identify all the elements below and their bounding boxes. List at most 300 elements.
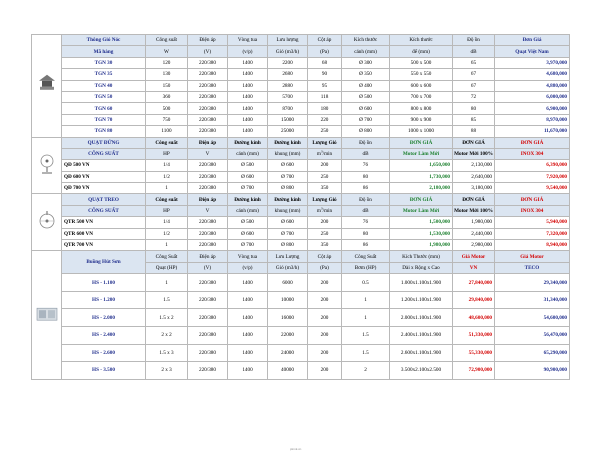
- column-header: Lưu Lượng: [268, 251, 308, 262]
- header-row: [32, 251, 570, 262]
- table-cell: 2.000x1.100x1.900: [390, 309, 453, 327]
- table-cell: 65: [453, 57, 495, 68]
- section-title: Buồng Hút Sơn: [62, 251, 146, 274]
- column-header: Lượng Gió: [308, 194, 342, 205]
- column-subheader: cánh (mm): [228, 205, 268, 216]
- table-cell: 85: [453, 114, 495, 125]
- table-cell: 72,900,000: [453, 362, 495, 380]
- table-cell: 220/380: [188, 183, 228, 194]
- table-row: [32, 57, 570, 68]
- table-cell: 200: [308, 160, 342, 171]
- table-cell: 1400: [228, 309, 268, 327]
- table-cell: 250: [308, 171, 342, 182]
- table-cell: 1: [146, 240, 188, 251]
- table-cell: 220/380: [188, 103, 228, 114]
- table-cell: 1000 x 1000: [390, 126, 453, 137]
- table-cell: 1,500,000: [390, 217, 453, 228]
- column-subheader: (Pa): [308, 262, 342, 273]
- table-cell: 2 x 2: [146, 326, 188, 344]
- table-cell: 1/4: [146, 160, 188, 171]
- table-cell: 8,940,000: [495, 240, 570, 251]
- roof-fan-icon: [32, 38, 61, 134]
- table-cell: 7,320,000: [495, 228, 570, 239]
- table-cell: 220: [308, 114, 342, 125]
- table-cell: 180: [308, 103, 342, 114]
- column-subheader: [308, 205, 342, 216]
- table-row: [32, 171, 570, 182]
- table-cell: 88: [453, 126, 495, 137]
- table-cell: 2680: [268, 69, 308, 80]
- subheader-row: [32, 205, 570, 216]
- table-cell: 51,330,000: [453, 326, 495, 344]
- column-header: Độ ồn: [342, 137, 390, 148]
- table-cell: 500: [146, 103, 188, 114]
- column-subheader: dB: [342, 148, 390, 159]
- table-cell: 65,290,000: [495, 344, 570, 362]
- table-cell: 80: [342, 228, 390, 239]
- table-cell: 250: [308, 228, 342, 239]
- table-cell: 220/380: [188, 274, 228, 292]
- table-cell: 1,650,000: [390, 160, 453, 171]
- table-cell: 2,130,000: [453, 160, 495, 171]
- table-cell: 3,180,000: [453, 183, 495, 194]
- column-subheader: V: [188, 205, 228, 216]
- column-header: Lượng Gió: [308, 137, 342, 148]
- column-subheader: INOX 304: [495, 148, 570, 159]
- table-cell: 80: [342, 171, 390, 182]
- table-cell: 6000: [268, 274, 308, 292]
- column-subheader: HP: [146, 148, 188, 159]
- table-cell: 200: [308, 217, 342, 228]
- table-cell: 220/380: [188, 326, 228, 344]
- table-cell: 1400: [228, 114, 268, 125]
- column-header: Đường kính: [228, 194, 268, 205]
- column-subheader: Gió (m3/h): [268, 262, 308, 273]
- table-cell: QTR 500 VN: [62, 217, 146, 228]
- table-row: [32, 160, 570, 171]
- table-cell: 1,980,000: [390, 240, 453, 251]
- column-header: Kích Thước (mm): [390, 251, 453, 262]
- table-cell: 220/380: [188, 171, 228, 182]
- table-cell: 1400: [228, 362, 268, 380]
- table-cell: 200: [308, 344, 342, 362]
- product-image-cell: [32, 194, 62, 251]
- footer-text: ptnnk.vn: [290, 447, 302, 451]
- column-subheader: cánh (mm): [342, 46, 390, 57]
- column-header: Đường kính: [228, 137, 268, 148]
- column-header: ĐƠN GIÁ: [453, 194, 495, 205]
- column-header: Độ ồn: [453, 35, 495, 46]
- table-cell: 56,470,000: [495, 326, 570, 344]
- table-cell: 1/2: [146, 171, 188, 182]
- table-cell: QTR 600 VN: [62, 228, 146, 239]
- table-cell: TGN 40: [62, 80, 146, 91]
- table-cell: Ø 800: [268, 183, 308, 194]
- column-header: ĐƠN GIÁ: [390, 194, 453, 205]
- column-header: Lưu lượng: [268, 35, 308, 46]
- table-cell: 72: [453, 91, 495, 102]
- column-subheader: dB: [453, 46, 495, 57]
- table-cell: 500 x 500: [390, 57, 453, 68]
- table-cell: 22000: [268, 326, 308, 344]
- column-header: Điện áp: [188, 35, 228, 46]
- table-cell: 8,970,000: [495, 114, 570, 125]
- table-cell: Ø 600: [268, 217, 308, 228]
- table-cell: 1/4: [146, 217, 188, 228]
- table-cell: 24000: [268, 344, 308, 362]
- table-cell: 2,180,000: [390, 183, 453, 194]
- header-row: [32, 194, 570, 205]
- column-subheader: cánh (mm): [228, 148, 268, 159]
- table-cell: 220/380: [188, 228, 228, 239]
- table-cell: 900 x 900: [390, 114, 453, 125]
- table-cell: 220/380: [188, 240, 228, 251]
- price-table: [31, 34, 570, 380]
- table-cell: 220/380: [188, 344, 228, 362]
- table-cell: Ø 700: [228, 240, 268, 251]
- table-cell: 1.000x1.100x1.900: [390, 274, 453, 292]
- table-cell: 2,980,000: [453, 240, 495, 251]
- column-header: Công suất: [146, 137, 188, 148]
- column-subheader: khung (mm): [268, 205, 308, 216]
- table-cell: TGN 70: [62, 114, 146, 125]
- table-cell: Ø 600: [342, 103, 390, 114]
- column-subheader: (Pa): [308, 46, 342, 57]
- table-cell: 86: [342, 183, 390, 194]
- table-cell: 120: [146, 57, 188, 68]
- column-header: Công suất: [146, 35, 188, 46]
- column-header: ĐƠN GIÁ: [495, 194, 570, 205]
- column-subheader: Motor Mới 100%: [453, 148, 495, 159]
- table-cell: 220/380: [188, 69, 228, 80]
- product-image-cell: [32, 35, 62, 138]
- column-subheader: [308, 148, 342, 159]
- column-header: Kích thước: [390, 35, 453, 46]
- column-header: Độ ồn: [342, 194, 390, 205]
- column-subheader: TECO: [495, 262, 570, 273]
- unit-suffix: /min: [322, 208, 333, 215]
- column-subheader: Motor Làm Mới: [390, 148, 453, 159]
- table-cell: 7,920,000: [495, 171, 570, 182]
- subheader-row: [32, 148, 570, 159]
- table-cell: Ø 800: [268, 240, 308, 251]
- column-header: Giá Motor: [495, 251, 570, 262]
- table-cell: 2.400x1.100x1.900: [390, 326, 453, 344]
- product-image-cell: [32, 251, 62, 379]
- unit-suffix: /min: [322, 151, 333, 158]
- table-cell: 118: [308, 91, 342, 102]
- table-cell: 2,640,000: [453, 171, 495, 182]
- column-header: Giá Motor: [453, 251, 495, 262]
- column-header: ĐƠN GIÁ: [390, 137, 453, 148]
- table-cell: 2,440,000: [453, 228, 495, 239]
- table-cell: 48,600,000: [453, 309, 495, 327]
- table-cell: 1: [342, 309, 390, 327]
- table-cell: 3.500x2.100x2.500: [390, 362, 453, 380]
- column-subheader: HP: [146, 205, 188, 216]
- table-cell: 130: [146, 69, 188, 80]
- table-cell: 220/380: [188, 291, 228, 309]
- table-cell: Ø 500: [228, 217, 268, 228]
- table-cell: 6,000,000: [495, 91, 570, 102]
- column-subheader: Quạt Việt Nam: [495, 46, 570, 57]
- column-header: Đường kính: [268, 137, 308, 148]
- table-cell: Ø 600: [228, 228, 268, 239]
- table-cell: 220/380: [188, 217, 228, 228]
- table-cell: 1400: [228, 69, 268, 80]
- table-cell: Ø 700: [342, 114, 390, 125]
- table-cell: 76: [342, 160, 390, 171]
- table-cell: 200: [308, 309, 342, 327]
- table-cell: 6,390,000: [495, 160, 570, 171]
- table-row: [32, 80, 570, 91]
- table-cell: 9,540,000: [495, 183, 570, 194]
- column-subheader: đế (mm): [390, 46, 453, 57]
- table-cell: HS - 2.600: [62, 344, 146, 362]
- table-cell: Ø 700: [268, 228, 308, 239]
- table-cell: 67: [453, 69, 495, 80]
- table-row: [32, 274, 570, 292]
- table-row: [32, 309, 570, 327]
- table-cell: 2: [342, 362, 390, 380]
- table-cell: 200: [308, 326, 342, 344]
- table-cell: QTR 700 VN: [62, 240, 146, 251]
- table-cell: TGN 80: [62, 126, 146, 137]
- product-image-cell: [32, 137, 62, 194]
- column-subheader: V: [188, 148, 228, 159]
- table-cell: HS - 2.400: [62, 326, 146, 344]
- table-cell: Ø 350: [342, 69, 390, 80]
- table-cell: 95: [308, 80, 342, 91]
- table-cell: 67: [453, 80, 495, 91]
- table-cell: 550 x 550: [390, 69, 453, 80]
- table-row: [32, 291, 570, 309]
- table-cell: Ø 700: [228, 183, 268, 194]
- table-cell: 5700: [268, 91, 308, 102]
- column-subheader: W: [146, 46, 188, 57]
- table-cell: 25000: [268, 126, 308, 137]
- table-cell: 40000: [268, 362, 308, 380]
- column-header: Vòng tua: [228, 251, 268, 262]
- column-header: Thông Gió Nóc: [62, 35, 146, 46]
- table-cell: 2200: [268, 57, 308, 68]
- column-subheader: khung (mm): [268, 148, 308, 159]
- table-cell: 1400: [228, 126, 268, 137]
- table-cell: HS - 3.500: [62, 362, 146, 380]
- table-cell: 0.5: [342, 274, 390, 292]
- column-header: Công suất: [146, 194, 188, 205]
- column-header: Kích thước: [342, 35, 390, 46]
- table-cell: 200: [308, 291, 342, 309]
- table-cell: 29,340,000: [495, 274, 570, 292]
- column-header: Đường kính: [268, 194, 308, 205]
- table-cell: Ø 700: [268, 171, 308, 182]
- table-cell: 55,330,000: [453, 344, 495, 362]
- table-cell: Ø 600: [268, 160, 308, 171]
- table-cell: Ø 300: [342, 57, 390, 68]
- table-cell: 1.5 x 3: [146, 344, 188, 362]
- table-cell: 8700: [268, 103, 308, 114]
- column-subheader: (V): [188, 46, 228, 57]
- table-cell: 1400: [228, 326, 268, 344]
- table-cell: 1.5: [146, 291, 188, 309]
- table-cell: HS - 2.000: [62, 309, 146, 327]
- table-row: [32, 228, 570, 239]
- column-subheader: Motor Mới 100%: [453, 205, 495, 216]
- table-cell: Ø 500: [342, 91, 390, 102]
- subheader-row: [32, 46, 570, 57]
- table-row: [32, 126, 570, 137]
- table-cell: 90,900,000: [495, 362, 570, 380]
- column-header: Điện áp: [188, 137, 228, 148]
- column-header: Công Suất: [342, 251, 390, 262]
- table-cell: 350: [308, 240, 342, 251]
- table-cell: 1400: [228, 291, 268, 309]
- table-cell: 16000: [268, 309, 308, 327]
- table-cell: 1400: [228, 57, 268, 68]
- column-header: Vòng tua: [228, 35, 268, 46]
- table-cell: 220/380: [188, 57, 228, 68]
- table-cell: 150: [146, 80, 188, 91]
- table-cell: Ø 800: [342, 126, 390, 137]
- table-cell: QĐ 500 VN: [62, 160, 146, 171]
- table-cell: 1,980,000: [453, 217, 495, 228]
- paint-booth-icon: [32, 254, 61, 376]
- column-subheader: (v/p): [228, 262, 268, 273]
- table-cell: 5,940,000: [495, 217, 570, 228]
- table-cell: 220/380: [188, 80, 228, 91]
- table-cell: 200: [308, 274, 342, 292]
- table-cell: 15000: [268, 114, 308, 125]
- table-cell: 54,600,000: [495, 309, 570, 327]
- table-cell: 1400: [228, 91, 268, 102]
- column-header: Đơn Giá: [495, 35, 570, 46]
- unit-text: m: [316, 151, 321, 158]
- table-row: [32, 69, 570, 80]
- table-cell: 6,900,000: [495, 103, 570, 114]
- table-cell: 2 x 3: [146, 362, 188, 380]
- table-row: [32, 344, 570, 362]
- table-cell: 1: [146, 274, 188, 292]
- table-cell: HS - 1.200: [62, 291, 146, 309]
- column-subheader: VN: [453, 262, 495, 273]
- column-subheader: (v/p): [228, 46, 268, 57]
- column-subheader: Motor Làm Mới: [390, 205, 453, 216]
- column-header: ĐƠN GIÁ: [453, 137, 495, 148]
- table-cell: 2880: [268, 80, 308, 91]
- table-cell: HS - 1.100: [62, 274, 146, 292]
- table-cell: 68: [308, 57, 342, 68]
- table-cell: 10000: [268, 291, 308, 309]
- table-cell: 1: [342, 291, 390, 309]
- column-header: QUẠT TREO: [62, 194, 146, 205]
- table-cell: 350: [308, 183, 342, 194]
- column-subheader: dB: [342, 205, 390, 216]
- table-cell: 250: [308, 126, 342, 137]
- standing-fan-icon: [32, 138, 61, 192]
- table-cell: 1.5: [342, 344, 390, 362]
- table-cell: TGN 35: [62, 69, 146, 80]
- table-row: [32, 91, 570, 102]
- column-subheader: (V): [188, 262, 228, 273]
- table-cell: 1.5 x 2: [146, 309, 188, 327]
- table-cell: Ø 600: [228, 171, 268, 182]
- ceiling-fan-icon: [32, 195, 61, 249]
- table-cell: 360: [146, 91, 188, 102]
- table-cell: 1100: [146, 126, 188, 137]
- table-cell: 750: [146, 114, 188, 125]
- column-subheader: Quạt (HP): [146, 262, 188, 273]
- table-cell: TGN 50: [62, 91, 146, 102]
- table-cell: 76: [342, 217, 390, 228]
- table-cell: 1,730,000: [390, 171, 453, 182]
- table-row: [32, 326, 570, 344]
- table-cell: 4,880,000: [495, 80, 570, 91]
- column-header: QUẠT ĐỨNG: [62, 137, 146, 148]
- column-header: Cột áp: [308, 251, 342, 262]
- table-cell: 600 x 600: [390, 80, 453, 91]
- table-cell: 1.200x1.100x1.900: [390, 291, 453, 309]
- unit-superscript: 3: [320, 206, 323, 211]
- table-cell: 1400: [228, 274, 268, 292]
- table-cell: 2.600x1.100x1.900: [390, 344, 453, 362]
- column-header: Công Suất: [146, 251, 188, 262]
- table-cell: 220/380: [188, 114, 228, 125]
- column-header: Điện áp: [188, 251, 228, 262]
- unit-superscript: 3: [320, 149, 323, 154]
- price-sheet: [31, 34, 569, 380]
- column-subheader: CÔNG SUẤT: [62, 148, 146, 159]
- table-cell: 700 x 700: [390, 91, 453, 102]
- table-cell: QĐ 700 VN: [62, 183, 146, 194]
- table-row: [32, 103, 570, 114]
- table-row: [32, 183, 570, 194]
- table-cell: 31,340,000: [495, 291, 570, 309]
- table-cell: TGN 30: [62, 57, 146, 68]
- column-subheader: CÔNG SUẤT: [62, 205, 146, 216]
- unit-text: m: [316, 208, 321, 215]
- table-row: [32, 217, 570, 228]
- column-header: Điện áp: [188, 194, 228, 205]
- table-cell: 220/380: [188, 362, 228, 380]
- column-subheader: Mã hàng: [62, 46, 146, 57]
- table-cell: 1/2: [146, 228, 188, 239]
- table-cell: Ø 400: [342, 80, 390, 91]
- table-cell: 1,530,000: [390, 228, 453, 239]
- table-cell: 27,840,000: [453, 274, 495, 292]
- header-row: [32, 137, 570, 148]
- table-row: [32, 362, 570, 380]
- table-cell: TGN 60: [62, 103, 146, 114]
- table-cell: 80: [453, 103, 495, 114]
- table-row: [32, 114, 570, 125]
- column-header: Cột áp: [308, 35, 342, 46]
- table-cell: 220/380: [188, 309, 228, 327]
- table-cell: 3,970,000: [495, 57, 570, 68]
- table-cell: 220/380: [188, 160, 228, 171]
- table-cell: 1: [146, 183, 188, 194]
- column-subheader: Bơm (HP): [342, 262, 390, 273]
- table-cell: QĐ 600 VN: [62, 171, 146, 182]
- header-row: [32, 35, 570, 46]
- table-cell: 11,670,000: [495, 126, 570, 137]
- table-cell: 1400: [228, 80, 268, 91]
- table-cell: 29,840,000: [453, 291, 495, 309]
- column-subheader: INOX 304: [495, 205, 570, 216]
- table-cell: 800 x 800: [390, 103, 453, 114]
- table-cell: 4,680,000: [495, 69, 570, 80]
- column-subheader: Dài x Rộng x Cao: [390, 262, 453, 273]
